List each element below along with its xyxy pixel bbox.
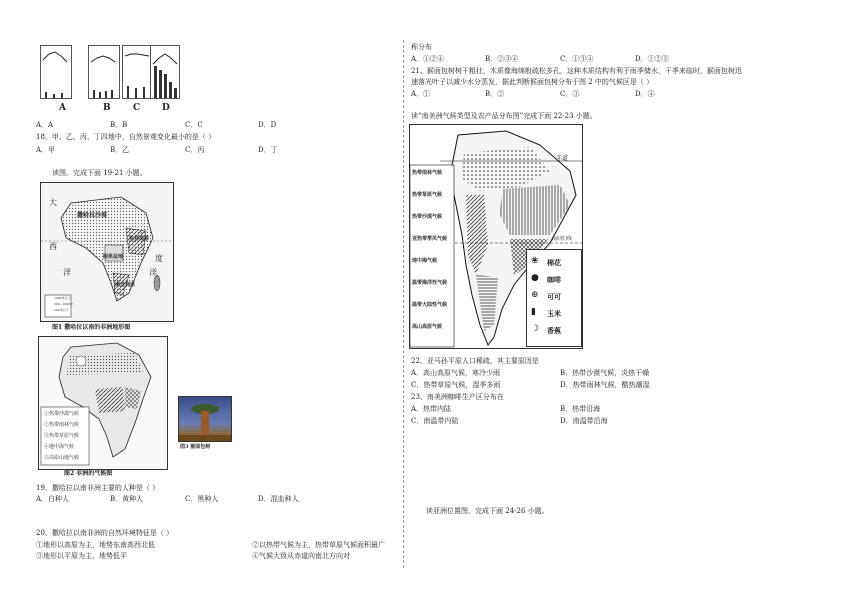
map-label-equator: 赤道: [556, 155, 569, 162]
q17-option-a: A．A: [36, 121, 54, 129]
fig1-legend-low: 200米以下: [54, 308, 69, 312]
fig1-label-atlantic-3: 洋: [63, 268, 71, 277]
map-legend-subtropical-monsoon: 亚热带季风气候: [412, 236, 448, 242]
map-legend-highland: 高山高原气候: [412, 324, 443, 330]
map-legend-temperate-marine: 温带海洋性气候: [412, 280, 448, 286]
fig1-label-indian-2: 洋: [149, 268, 157, 277]
cotton-icon: ❀: [531, 256, 539, 266]
q23-option-d: D．南温带沿海: [560, 417, 608, 425]
chart-label-d: D: [162, 103, 170, 113]
q20-option-b: B．②③④: [485, 55, 519, 63]
q22-option-c: C．热带草原气候，湿季多雨: [411, 381, 501, 389]
coffee-icon: ●: [531, 273, 539, 283]
baobab-tree-icon: [179, 397, 231, 441]
q21-option-c: C．③: [560, 90, 580, 98]
fig2-legend-highland: ⑤高原山地气候: [44, 455, 80, 461]
q22-option-d: D．热带雨林气候，酷热潮湿: [560, 381, 650, 389]
q18-option-d: D．丁: [258, 146, 278, 154]
q18-option-c: C．丙: [185, 146, 205, 154]
fig2-legend-savanna: ③热带草原气候: [44, 433, 80, 439]
q20-item-4: ④气候大致从赤道向南北方向对: [252, 552, 350, 560]
q20-item-2: ②以热带气候为主，热带草原气候面积最广: [252, 541, 385, 549]
q23-option-c: C．南温带内陆: [411, 417, 459, 425]
q19-option-c: C．黑种人: [185, 495, 219, 503]
south-america-climate-map: [409, 124, 583, 349]
fig1-label-congo-basin: 刚果盆地: [103, 254, 124, 260]
column-divider: [403, 40, 404, 568]
q17-option-b: B．B: [110, 121, 128, 129]
q20-item-3: ③地形以平原为主，地势低平: [36, 552, 127, 560]
question-20: 20、撒哈拉以南非洲的自然环境特征是（ ）: [36, 529, 174, 537]
figure-3-caption: 图3 猴面包树: [180, 444, 211, 450]
fig1-label-atlantic-1: 大: [49, 198, 57, 207]
fig1-label-indian-1: 度: [155, 254, 163, 263]
q23-option-b: B．热带沿海: [560, 405, 601, 413]
product-cotton: 棉花: [547, 258, 561, 267]
map-legend-savanna: 热带草原气候: [412, 192, 443, 198]
q20-option-c: C．①③④: [560, 55, 594, 63]
fig2-legend-mediterranean: ④地中海气候: [44, 444, 75, 450]
q20-item-1: ①地形以高原为主，地势东南高西北低: [36, 541, 155, 549]
q21-option-d: D．④: [635, 90, 655, 98]
q22-option-a: A．高山高原气候，寒冷少雨: [411, 369, 501, 377]
map-product-legend: [526, 249, 582, 347]
q17-option-d: D．D: [258, 121, 277, 129]
question-22: 22、亚马孙平原人口稀疏，其主要原因是: [411, 357, 539, 365]
q19-option-b: B．黄种人: [110, 495, 144, 503]
cocoa-icon: ⊕: [531, 290, 539, 300]
chart-label-a: A: [59, 103, 66, 113]
climate-chart-d: [150, 45, 180, 99]
q22-option-b: B．热带沙漠气候，炎热干燥: [560, 369, 650, 377]
figure-2-caption: 图2 非洲的气候图: [64, 470, 113, 477]
question-19: 19、撒哈拉以南非洲主要的人种是（ ）: [36, 484, 160, 492]
question-21-line-1: 21、猴面包树树干粗壮，木质像海绵般疏松多孔，这种木质结构有利于雨季储水，干季来临时，猴面包树迅: [411, 67, 742, 75]
banana-icon: ☽: [531, 324, 540, 334]
q21-option-a: A．①: [411, 90, 431, 98]
figure-1-caption: 图1 撒哈拉以南的非洲地形图: [52, 324, 131, 331]
q23-option-a: A．热带内陆: [411, 405, 452, 413]
climate-chart-c: [122, 45, 152, 99]
q20-continuation: 称分布: [411, 43, 432, 51]
fig2-legend-rainforest: ②热带雨林气候: [44, 422, 80, 428]
corn-icon: ▮: [531, 307, 536, 317]
map-legend-desert: 热带沙漠气候: [412, 214, 443, 220]
product-banana: 香蕉: [547, 326, 561, 335]
climate-chart-b: [88, 45, 120, 99]
fig1-legend-mid: 200~1000米: [54, 302, 73, 306]
fig1-label-east-africa-plateau: 东非高原: [129, 236, 150, 242]
fig1-label-south-africa-plateau: 南非高原: [115, 282, 136, 288]
figure-2-africa-climate: [38, 336, 168, 470]
figure-3-baobab-photo: [178, 396, 232, 442]
product-cocoa: 可可: [547, 292, 561, 301]
q20-option-a: A．①②④: [411, 55, 445, 63]
chart-label-b: B: [103, 103, 111, 113]
q19-option-d: D．混血种人: [258, 495, 299, 503]
climate-chart-a: [40, 45, 72, 99]
question-21-line-2: 速落光叶子以减少水分蒸发，据此判断猴面包树分布于图 2 中的气候区是（ ）: [411, 78, 654, 86]
q17-option-c: C．C: [185, 121, 203, 129]
figure-1-africa-terrain: [40, 182, 174, 322]
map-legend-temperate-continental: 温带大陆性气候: [412, 302, 448, 308]
product-corn: 玉米: [547, 309, 561, 318]
q21-option-b: B．②: [485, 90, 505, 98]
fig1-label-sahara: 撒哈拉沙漠: [77, 212, 108, 219]
intro-19-21: 读图。完成下面 19-21 小题。: [52, 169, 147, 177]
intro-24-26: 读亚洲位置图，完成下面 24-26 小题。: [426, 507, 549, 515]
fig1-label-atlantic-2: 西: [49, 242, 57, 251]
product-coffee: 咖啡: [547, 275, 561, 284]
fig2-legend-desert: ①热带沙漠气候: [44, 411, 80, 417]
question-18: 18、甲、乙、丙、丁四地中，自然景观变化最小的是（ ）: [36, 133, 216, 141]
intro-22-23: 读“南美洲气候类型及农产品分布图”完成下面 22-23 小题。: [411, 112, 597, 120]
question-23: 23、南美洲咖啡生产区分布在: [411, 393, 504, 401]
q19-option-a: A．白种人: [36, 495, 70, 503]
map-label-tropic: 南回归线: [552, 236, 573, 242]
q20-option-d: D．①②③: [635, 55, 669, 63]
map-legend-mediterranean: 地中海气候: [412, 258, 438, 264]
q18-option-a: A．甲: [36, 146, 56, 154]
chart-label-c: C: [133, 103, 141, 113]
fig1-legend-high: 1000米以上: [54, 296, 71, 300]
map-legend-rainforest: 热带雨林气候: [412, 170, 443, 176]
q18-option-b: B．乙: [110, 146, 130, 154]
